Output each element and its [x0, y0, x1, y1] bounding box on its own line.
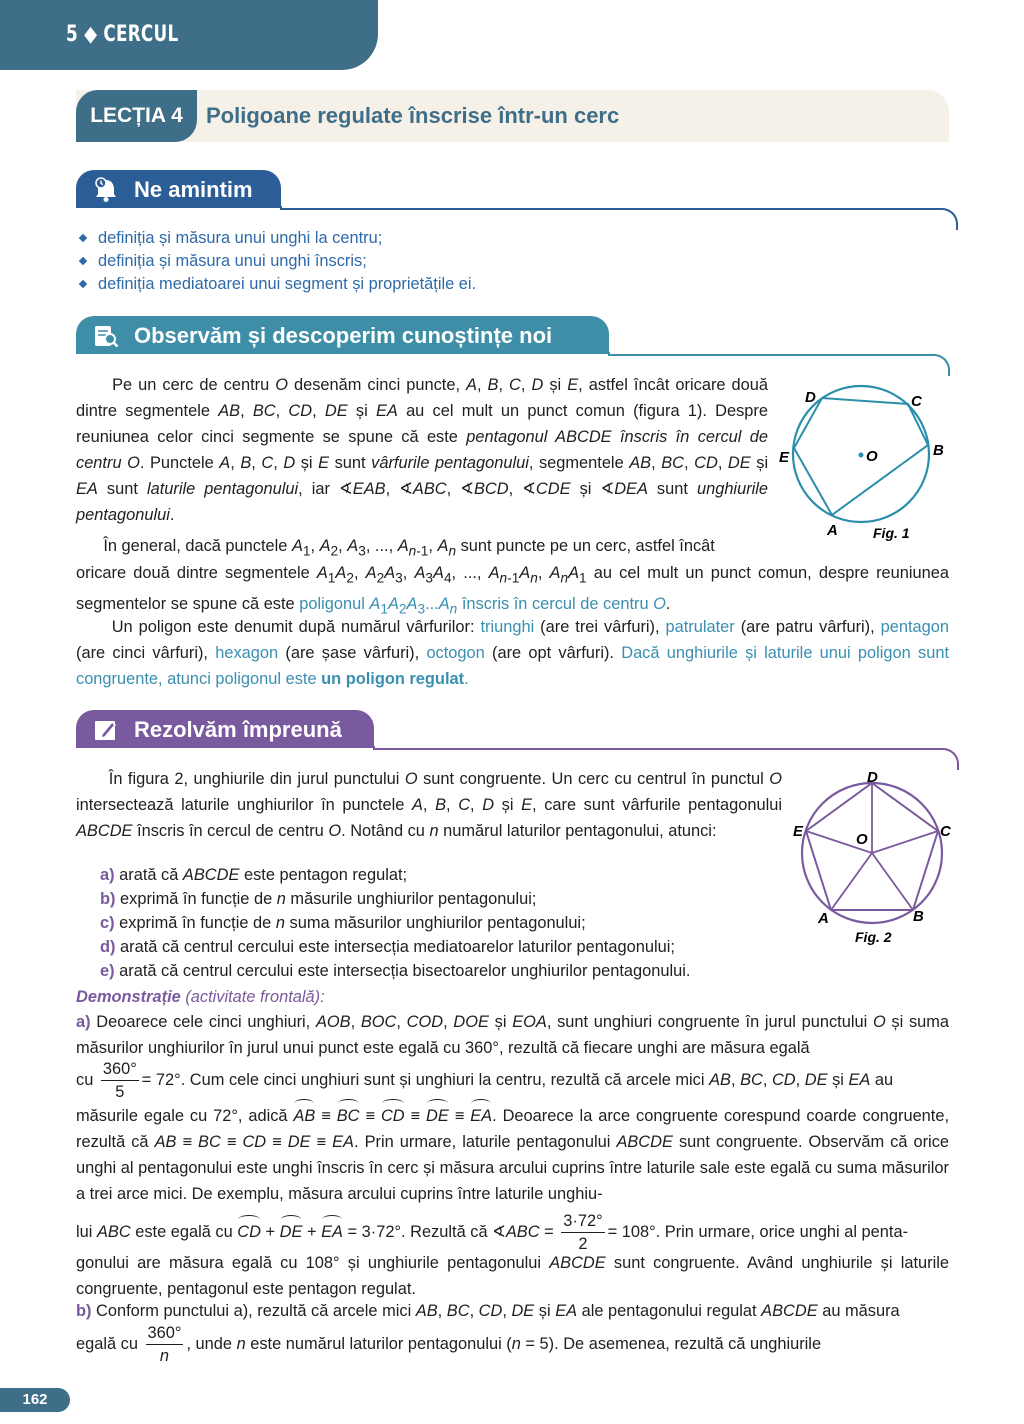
magnifier-book-icon: [92, 322, 120, 350]
fig2-label-O: O: [856, 831, 868, 848]
demo-a-paragraph: a) Deoarece cele cinci unghiuri, AOB, BOC, COD, DOE și EOA, sunt unghiuri congruente în jurul punctului O și suma măsurilor unghiurilor în jurul unui punct este egală cu 360°, rezultă că fiecare unghi are măsura egală: [76, 1013, 950, 1057]
fig2-label-C: C: [940, 823, 951, 840]
observe-paragraph-1: Pe un cerc de centru O desenăm cinci puncte, A, B, C, D și E, astfel încât oricare două dintre segmentele AB, BC, CD, DE și EA au cel mult un punct comun (figura 1). Despre reuniunea celor cinci segmente se spune că este pentagonul ABCDE înscris în cercul de centru O. Punctele A, B, C, D și E sunt vârfurile pentagonului, segmentele AB, BC, CD, DE și EA sunt laturile pentagonului, iar ∢EAB, ∢ABC, ∢BCD, ∢CDE și ∢DEA sunt unghiurile pentagonului.: [76, 376, 769, 524]
fig2-caption: Fig. 2: [855, 929, 892, 945]
demo-a-arcs: măsurile egale cu 72°, adică AB ≡ BC ≡ CD ≡ DE ≡ EA. Deoarece la arce congruente corespund coarde congruente, rezultă că AB ≡ BC ≡ CD ≡ DE ≡ EA. Prin urmare, laturile pentagonului ABCDE sunt congruente. Observăm că orice unghi al pentagonului este unghi înscris în cerc și măsura arcului cuprins între laturile sale este egală cu suma măsurilor a trei arce mici. De exemplu, măsura arcului cuprins între laturile unghiu-: [76, 1103, 949, 1207]
lesson-title: Poligoane regulate înscrise într-un cerc: [206, 103, 620, 128]
observe-paragraph-2b: oricare două dintre segmentele $A_1A_2$, $A_2A_3$, $A_3A_4$, ..., $A_{n-1}A_n$, $A_nA_1$ au cel mult un punct comun, despre reuniunea segmentelor se spune că este poligonul $A_1A_2A_3...A_n$ înscris în cercul de centru O.: [76, 564, 949, 617]
fig1-caption: Fig. 1: [873, 525, 910, 541]
bell-icon: [92, 176, 120, 204]
demo-b-fraction-line: egală cu $\frac{360^\circ}{n}$ , unde n este numărul laturilor pentagonului (n = 5). De asemenea, rezultă că unghiurile: [76, 1324, 822, 1365]
task-b: b) exprimă în funcție de n măsurile unghiurilor pentagonului;: [100, 890, 537, 908]
task-e: e) arată că centrul cercului este intersecția bisectoarelor unghiurilor pentagonului.: [100, 962, 691, 980]
demo-a-abc-line: lui ABC este egală cu CD + DE + EA = 3·72°. Rezultă că ∢ABC = $\frac{3\cdot 72^\circ}{2}$ = 108°. Prin urmare, orice unghi al penta-: [76, 1212, 909, 1253]
section-remember-title: Ne amintim: [134, 177, 253, 202]
task-d: d) arată că centrul cercului este intersecția mediatoarelor laturilor pentagonului;: [100, 938, 675, 956]
section-solve-title: Rezolvăm împreună: [134, 717, 342, 742]
chapter-tab: [0, 0, 378, 70]
demo-label: Demonstrație (activitate frontală):: [76, 988, 325, 1006]
section-remember-header: [76, 170, 281, 208]
fig1-label-A: A: [827, 522, 838, 539]
remember-item-3: definiția mediatoarei unui segment și proprietățile ei.: [78, 271, 476, 297]
chapter-title: 5 ◆ CERCUL: [66, 22, 179, 47]
fig2-label-B: B: [913, 908, 924, 925]
section-observe-header: [76, 316, 609, 354]
fig2-label-D: D: [867, 769, 878, 786]
fig1-label-B: B: [933, 442, 944, 459]
figure-2: [785, 765, 955, 950]
demo-a-fraction-line: cu $\frac{360^\circ}{5}$ = 72°. Cum cele cinci unghiuri sunt și unghiuri la centru, rezultă că arcele mici AB, BC, CD, DE și EA au: [76, 1060, 894, 1101]
section-observe-title: Observăm și descoperim cunoștințe noi: [134, 323, 553, 348]
pencil-note-icon: [92, 716, 120, 744]
demo-a-conclusion: gonului are măsura egală cu 108° și unghiurile pentagonului ABCDE sunt congruente. Având unghiurile și laturile congruente, pentagonul este pentagon regulat.: [76, 1254, 949, 1298]
task-a: a) arată că ABCDE este pentagon regulat;: [100, 866, 408, 884]
page-number: 162: [0, 1388, 70, 1412]
demo-b-paragraph: b) Conform punctului a), rezultă că arcele mici AB, BC, CD, DE și EA ale pentagonului regulat ABCDE au măsura: [76, 1302, 900, 1320]
observe-paragraph-3: Un poligon este denumit după numărul vârfurilor: triunghi (are trei vârfuri), patrulater (are patru vârfuri), pentagon (are cinci vârfuri), hexagon (are șase vârfuri), octogon (are opt vârfuri). Dacă unghiurile și laturile unui poligon sunt congruente, atunci poligonul este un poligon regulat.: [76, 618, 950, 688]
observe-paragraph-2a: În general, dacă punctele $A_1$, $A_2$, $A_3$, ..., $A_{n-1}$, $A_n$ sunt puncte pe un cerc, astfel încât: [76, 537, 715, 559]
section-remember-underline: [76, 206, 282, 208]
fig2-label-E: E: [793, 823, 804, 840]
fig2-label-A: A: [818, 910, 829, 927]
fig1-label-D: D: [805, 389, 816, 406]
remember-item-1: definiția și măsura unui unghi la centru;: [78, 225, 382, 251]
remember-item-2: definiția și măsura unui unghi înscris;: [78, 248, 367, 274]
fig1-label-O: O: [866, 448, 878, 465]
section-solve-header: [76, 710, 374, 748]
section-solve-underline: [76, 746, 375, 748]
fig1-label-C: C: [911, 393, 922, 410]
task-c: c) exprimă în funcție de n suma măsurilor unghiurilor pentagonului;: [100, 914, 586, 932]
lesson-badge: LECȚIA 4: [76, 90, 197, 142]
solve-intro: În figura 2, unghiurile din jurul punctului O sunt congruente. Un cerc cu centrul în punctul O intersectează laturile unghiurilor în punctele A, B, C, D și E, care sunt vârfurile pentagonului ABCDE înscris în cercul de centru O. Notând cu n numărul laturilor pentagonului, atunci:: [76, 770, 783, 840]
fig1-label-E: E: [779, 449, 790, 466]
figure-1: [770, 378, 950, 548]
fig1-center-dot: [859, 453, 864, 458]
section-observe-underline: [76, 352, 610, 354]
